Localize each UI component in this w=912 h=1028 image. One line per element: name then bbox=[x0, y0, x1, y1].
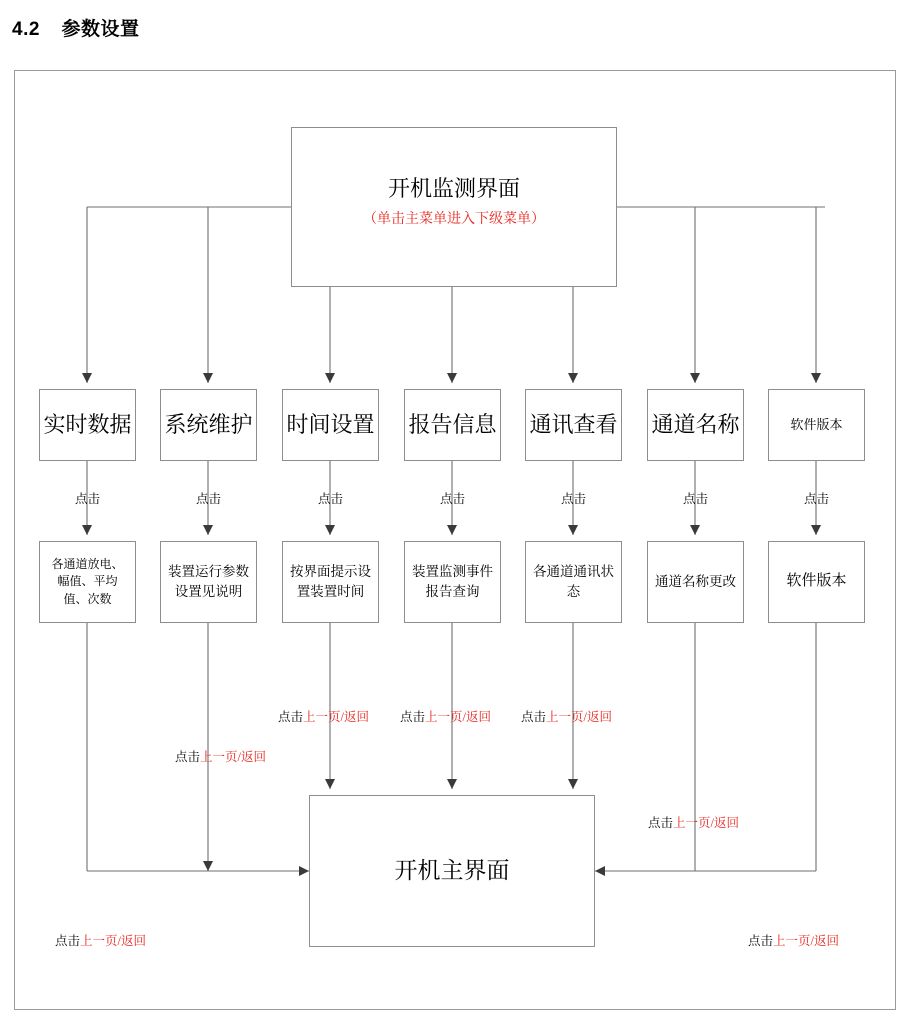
label-click: 点击 bbox=[683, 492, 709, 506]
label-return: 点击上一页/返回 bbox=[175, 750, 266, 764]
node-boot-monitor-note: （单击主菜单进入下级菜单） bbox=[363, 211, 545, 227]
node-desc-text: 装置监测事件报告查询 bbox=[412, 564, 493, 599]
node-menu-label: 通道名称 bbox=[651, 412, 740, 438]
node-menu-realtime-data[interactable] bbox=[39, 389, 136, 461]
node-boot-monitor-title: 开机监测界面 bbox=[387, 176, 520, 201]
node-desc-comm-view[interactable] bbox=[525, 541, 622, 623]
node-desc-text: 各通道通讯状态 bbox=[533, 564, 614, 599]
node-menu-time-setting[interactable] bbox=[282, 389, 379, 461]
node-menu-system-maintenance[interactable] bbox=[160, 389, 257, 461]
node-desc-software-version[interactable] bbox=[768, 541, 865, 623]
node-desc-time-setting[interactable] bbox=[282, 541, 379, 623]
node-menu-label: 软件版本 bbox=[790, 417, 843, 433]
section-number: 4.2 bbox=[12, 19, 40, 40]
label-return: 点击上一页/返回 bbox=[521, 710, 612, 724]
node-desc-text: 装置运行参数设置见说明 bbox=[168, 564, 249, 599]
node-desc-channel-name[interactable] bbox=[647, 541, 744, 623]
node-desc-text: 软件版本 bbox=[786, 573, 847, 590]
label-return: 点击上一页/返回 bbox=[400, 710, 491, 724]
node-menu-label: 通讯查看 bbox=[529, 412, 618, 438]
node-menu-label: 报告信息 bbox=[408, 412, 497, 438]
node-menu-comm-view[interactable] bbox=[525, 389, 622, 461]
node-desc-text: 通道名称更改 bbox=[655, 574, 736, 590]
node-menu-label: 时间设置 bbox=[286, 412, 375, 438]
node-desc-text: 按界面提示设置装置时间 bbox=[290, 564, 371, 599]
node-desc-text: 各通道放电、幅值、平均值、次数 bbox=[51, 556, 124, 606]
label-return: 点击上一页/返回 bbox=[55, 934, 146, 948]
section-title: 参数设置 bbox=[61, 19, 140, 40]
label-click: 点击 bbox=[440, 492, 466, 506]
node-menu-label: 实时数据 bbox=[43, 412, 132, 438]
label-return: 点击上一页/返回 bbox=[278, 710, 369, 724]
label-return: 点击上一页/返回 bbox=[648, 816, 739, 830]
node-menu-report-info[interactable] bbox=[404, 389, 501, 461]
node-menu-software-version[interactable] bbox=[768, 389, 865, 461]
diagram-frame bbox=[14, 70, 896, 1010]
node-boot-monitor[interactable] bbox=[291, 127, 617, 287]
node-desc-realtime-data[interactable] bbox=[39, 541, 136, 623]
node-boot-main-title: 开机主界面 bbox=[394, 858, 510, 884]
label-return: 点击上一页/返回 bbox=[748, 934, 839, 948]
page-title bbox=[12, 14, 140, 41]
label-click: 点击 bbox=[561, 492, 587, 506]
node-boot-main[interactable] bbox=[309, 795, 595, 947]
node-desc-system-maintenance[interactable] bbox=[160, 541, 257, 623]
label-click: 点击 bbox=[196, 492, 222, 506]
label-click: 点击 bbox=[804, 492, 830, 506]
label-click: 点击 bbox=[75, 492, 101, 506]
node-menu-channel-name[interactable] bbox=[647, 389, 744, 461]
node-desc-report-info[interactable] bbox=[404, 541, 501, 623]
label-click: 点击 bbox=[318, 492, 344, 506]
node-menu-label: 系统维护 bbox=[164, 412, 253, 438]
